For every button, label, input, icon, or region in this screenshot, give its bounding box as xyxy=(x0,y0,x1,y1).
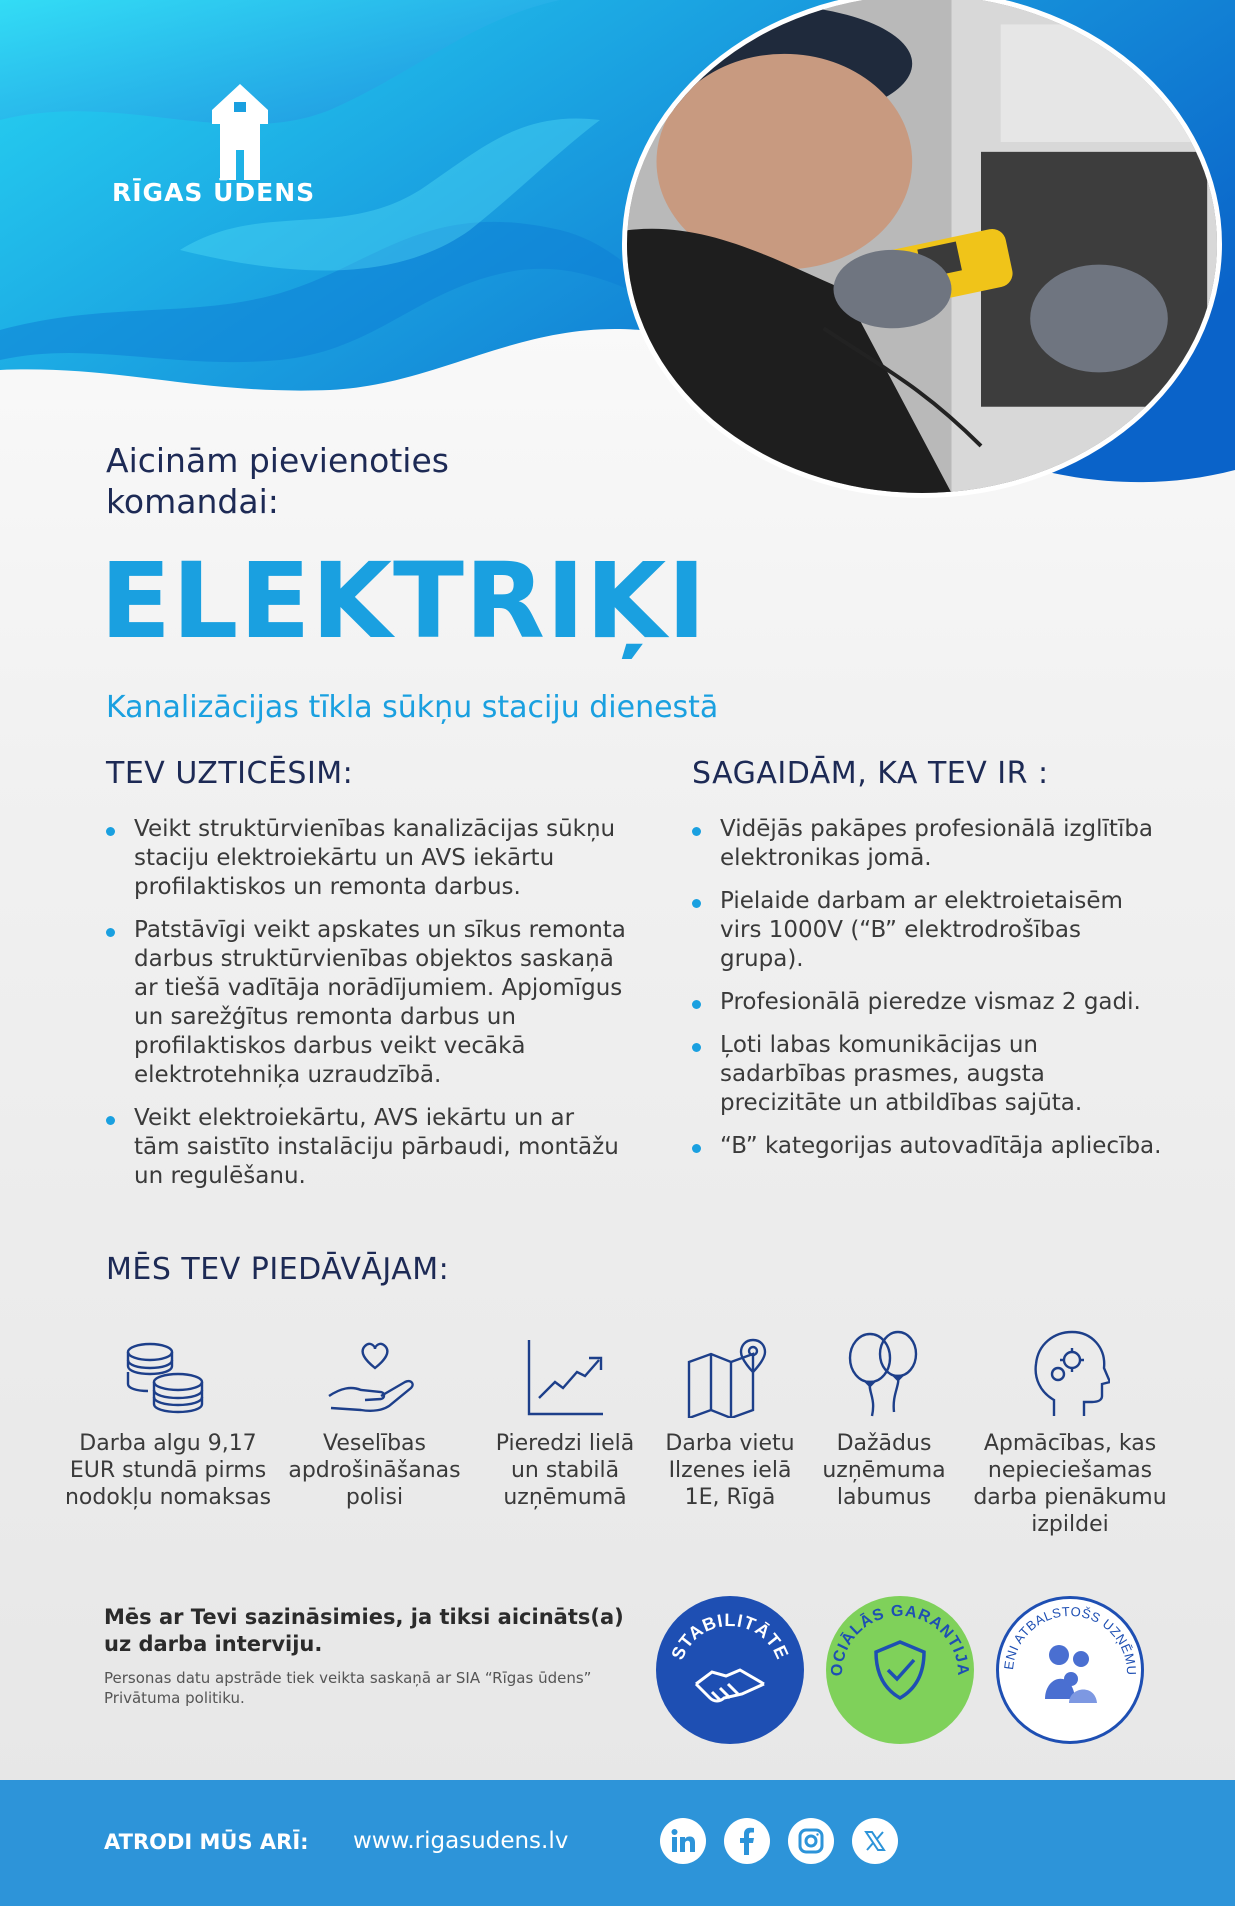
svg-text:STABILITĀTE xyxy=(667,1610,792,1663)
page-title: ELEKTRIĶI xyxy=(100,540,707,662)
electrician-photo xyxy=(622,0,1222,498)
coins-icon xyxy=(120,1338,216,1418)
list-item-text: Ļoti labas komunikācijas un sadarbības prasmes, augsta precizitāte un atbildības sajūta. xyxy=(720,1032,1083,1116)
facebook-icon[interactable] xyxy=(724,1818,770,1864)
list-item xyxy=(692,988,1162,1017)
svg-text:ĢIMENI ATBALSTOŠS UZŅĒMUMS xyxy=(999,1599,1139,1676)
benefit-training xyxy=(960,1330,1180,1538)
badge-label: ENI ATBALSTOŠS UZŅĒMU xyxy=(1000,1603,1140,1676)
list-item xyxy=(692,887,1162,974)
x-icon[interactable] xyxy=(852,1818,898,1864)
page-subtitle: Kanalizācijas tīkla sūkņu staciju dienestā xyxy=(106,690,719,725)
list-item xyxy=(106,815,626,902)
list-item-text: Veikt elektroiekārtu, AVS iekārtu un ar tām saistīto instalāciju pārbaudi, montāžu un regulēšanu. xyxy=(134,1105,619,1189)
head-gears-icon xyxy=(1030,1328,1110,1418)
benefit-experience xyxy=(485,1330,645,1511)
list-item-text: Pielaide darbam ar elektroietaisēm virs 1000V (“B” elektrodrošības grupa). xyxy=(720,888,1123,972)
benefit-insurance xyxy=(282,1330,467,1511)
footer-label: ATRODI MŪS ARĪ: xyxy=(104,1830,309,1854)
map-pin-icon xyxy=(685,1338,775,1418)
duties-section xyxy=(106,756,626,1205)
contact-main: Mēs ar Tevi sazināsimies, ja tiksi aicināts(a) uz darba interviju. xyxy=(104,1605,624,1656)
badge-label: STABILITĀTE xyxy=(667,1609,793,1663)
instagram-icon[interactable] xyxy=(788,1818,834,1864)
bullet-icon xyxy=(692,1000,701,1009)
list-item xyxy=(692,1132,1162,1161)
svg-text:SOCIĀLĀS GARANTIJAS xyxy=(826,1596,971,1677)
linkedin-icon[interactable] xyxy=(660,1818,706,1864)
bullet-icon xyxy=(692,899,701,908)
list-item xyxy=(106,916,626,1090)
balloons-icon xyxy=(842,1328,926,1418)
badge-social xyxy=(826,1596,974,1744)
family-icon xyxy=(1045,1645,1097,1703)
brand-name: RĪGAS ŪDENS xyxy=(112,178,316,207)
benefit-text: Pieredzi lielā un stabilā uzņēmumā xyxy=(495,1431,635,1510)
list-item xyxy=(692,815,1162,873)
shield-check-icon xyxy=(876,1642,924,1698)
list-item-text: “B” kategorijas autovadītāja apliecība. xyxy=(720,1133,1162,1159)
benefit-perks xyxy=(820,1330,948,1511)
benefit-text: Veselības apdrošināšanas polisi xyxy=(288,1431,461,1510)
benefit-text: Dažādus uzņēmuma labumus xyxy=(822,1431,946,1510)
brand-logo[interactable] xyxy=(108,80,378,220)
requirements-heading: SAGAIDĀM, KA TEV IR : xyxy=(692,756,1049,791)
handshake-icon xyxy=(696,1670,764,1701)
water-tower-icon xyxy=(204,80,276,184)
list-item-text: Patstāvīgi veikt apskates un sīkus remonta darbus struktūrvienības objektos saskaņā ar tiešā vadītāja norādījumiem. Apjomīgus un sarežģītus remonta darbus un profilaktiskos darbus veikt vecākā elektrotehniķa uzraudzībā. xyxy=(134,917,626,1088)
list-item-text: Profesionālā pieredze vismaz 2 gadi. xyxy=(720,989,1141,1015)
footer xyxy=(0,1780,1235,1906)
bullet-icon xyxy=(106,1116,115,1125)
list-item xyxy=(692,1031,1162,1118)
list-item-text: Vidējās pakāpes profesionālā izglītība elektronikas jomā. xyxy=(720,816,1154,871)
list-item-text: Veikt struktūrvienības kanalizācijas sūkņu staciju elektroiekārtu un AVS iekārtu profilaktiskos un remonta darbus. xyxy=(134,816,616,900)
website-link[interactable]: www.rigasudens.lv xyxy=(353,1828,569,1854)
benefit-salary xyxy=(58,1330,278,1511)
invite-text: Aicinām pievienoties komandai: xyxy=(106,441,449,521)
benefit-location xyxy=(650,1330,810,1511)
bullet-icon xyxy=(106,827,115,836)
list-item xyxy=(106,1104,626,1191)
contact-note xyxy=(104,1604,624,1708)
bullet-icon xyxy=(692,827,701,836)
requirements-section xyxy=(692,756,1162,1175)
heart-hand-icon xyxy=(325,1338,425,1418)
badge-family xyxy=(996,1596,1144,1744)
bullet-icon xyxy=(692,1144,701,1153)
badge-label: OCIĀLĀS GARANTIJA xyxy=(828,1602,972,1677)
bullet-icon xyxy=(106,928,115,937)
privacy-note: Personas datu apstrāde tiek veikta saskaņā ar SIA “Rīgas ūdens” Privātuma politiku. xyxy=(104,1669,592,1707)
benefit-text: Apmācības, kas nepieciešamas darba pienākumu izpildei xyxy=(973,1431,1167,1537)
benefit-text: Darba vietu Ilzenes ielā 1E, Rīgā xyxy=(665,1431,795,1510)
benefit-text: Darba algu 9,17 EUR stundā pirms nodokļu nomaksas xyxy=(64,1431,272,1510)
growth-chart-icon xyxy=(525,1338,605,1418)
badge-stability xyxy=(656,1596,804,1744)
duties-heading: TEV UZTICĒSIM: xyxy=(106,756,354,791)
bullet-icon xyxy=(692,1043,701,1052)
offer-heading: MĒS TEV PIEDĀVĀJAM: xyxy=(106,1252,450,1287)
